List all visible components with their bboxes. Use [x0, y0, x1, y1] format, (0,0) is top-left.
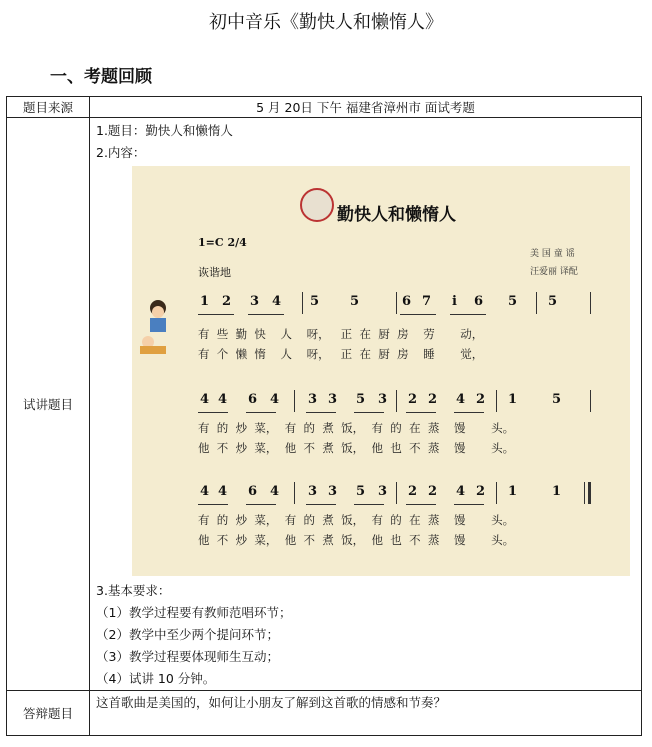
note: 3: [250, 294, 260, 309]
key-signature: 1=C 2/4: [198, 236, 247, 249]
bar-line: [590, 292, 591, 314]
note: 6: [248, 484, 258, 499]
beam: [406, 504, 436, 505]
bar-line: [396, 482, 397, 504]
note: 5: [552, 392, 562, 407]
note: 1: [508, 484, 518, 499]
drum-illustration: [300, 188, 334, 222]
bar-line: [294, 482, 295, 504]
beam: [406, 412, 436, 413]
lyrics-row3-verse1: 有 的 炒 菜， 有 的 煮 饭， 有 的 在 蒸 馒 头。: [198, 513, 515, 527]
note: 3: [328, 392, 338, 407]
beam: [246, 504, 276, 505]
note: 6: [402, 294, 412, 309]
note: 5: [508, 294, 518, 309]
lecture-label: 试讲题目: [7, 118, 90, 691]
bar-line: [396, 390, 397, 412]
note: 1: [552, 484, 562, 499]
note: 6: [474, 294, 484, 309]
lyrics-row2-verse2: 他 不 炒 菜， 他 不 煮 饭， 他 也 不 蒸 馒 头。: [198, 441, 515, 455]
reply-question: 这首歌曲是美国的，如何让小朋友了解到这首歌的情感和节奏？: [90, 691, 642, 736]
beam: [248, 314, 284, 315]
beam: [306, 504, 336, 505]
note: 3: [308, 484, 318, 499]
requirement-item: （4）试讲 10 分钟。: [96, 671, 216, 686]
note: 3: [378, 392, 388, 407]
note: 3: [308, 392, 318, 407]
bar-line: [396, 292, 397, 314]
beam: [198, 412, 228, 413]
content-line: 2.内容：: [96, 145, 146, 160]
requirement-item: （1）教学过程要有教师范唱环节；: [96, 605, 292, 620]
note: 5: [356, 392, 366, 407]
note: 4: [270, 392, 280, 407]
note: 4: [270, 484, 280, 499]
note: 4: [456, 392, 466, 407]
notation-row-3: [196, 484, 626, 506]
note: 4: [272, 294, 282, 309]
note: 5: [548, 294, 558, 309]
requirements-heading: 3.基本要求：: [96, 583, 171, 598]
sheet-music-image: [132, 166, 630, 576]
note: 1: [508, 392, 518, 407]
beam: [306, 412, 336, 413]
tempo-marking: 诙谐地: [198, 266, 231, 279]
note: 6: [248, 392, 258, 407]
note: 5: [350, 294, 360, 309]
beam: [454, 504, 484, 505]
children-illustration: [136, 296, 176, 356]
beam: [354, 504, 384, 505]
lecture-row: [7, 118, 642, 691]
note: 3: [378, 484, 388, 499]
note: 2: [222, 294, 232, 309]
bar-line: [294, 390, 295, 412]
final-bar-line-thick: [588, 482, 591, 504]
note: 5: [310, 294, 320, 309]
note: 2: [408, 484, 418, 499]
note: 2: [476, 484, 486, 499]
note: 2: [428, 392, 438, 407]
lyrics-row1-verse2: 有 个 懒 惰 人 呀， 正 在 厨 房 睡 觉，: [198, 347, 484, 361]
note: 2: [476, 392, 486, 407]
lecture-content: [90, 118, 642, 691]
requirement-item: （3）教学过程要体现师生互动；: [96, 649, 279, 664]
note: 4: [200, 484, 210, 499]
lyrics-row1-verse1: 有 些 勤 快 人 呀， 正 在 厨 房 劳 动，: [198, 327, 484, 341]
bar-line: [496, 482, 497, 504]
beam: [454, 412, 484, 413]
beam: [198, 314, 234, 315]
song-title: 勤快人和懒惰人: [337, 205, 456, 225]
note: 3: [328, 484, 338, 499]
table-header-row: [7, 97, 642, 118]
notation-row-2: [196, 392, 626, 414]
song-translator: 汪爱丽 译配: [530, 267, 578, 277]
bar-line: [302, 292, 303, 314]
note: 2: [428, 484, 438, 499]
source-value: 5 月 20日 下午 福建省漳州市 面试考题: [90, 97, 642, 118]
note: 2: [408, 392, 418, 407]
final-bar-line: [584, 482, 585, 504]
lyrics-row2-verse1: 有 的 炒 菜， 有 的 煮 饭， 有 的 在 蒸 馒 头。: [198, 421, 515, 435]
note: 5: [356, 484, 366, 499]
song-origin: 美 国 童 谣: [530, 249, 575, 259]
note: 4: [218, 392, 228, 407]
bar-line: [590, 390, 591, 412]
reply-label: 答辩题目: [7, 691, 90, 736]
note: 4: [218, 484, 228, 499]
source-label: 题目来源: [7, 97, 90, 118]
bar-line: [496, 390, 497, 412]
bar-line: [536, 292, 537, 314]
beam: [198, 504, 228, 505]
notation-row-1: [196, 294, 626, 316]
note: 4: [200, 392, 210, 407]
beam: [400, 314, 436, 315]
beam: [450, 314, 486, 315]
beam: [354, 412, 384, 413]
lyrics-row3-verse2: 他 不 炒 菜， 他 不 煮 饭， 他 也 不 蒸 馒 头。: [198, 533, 515, 547]
requirement-item: （2）教学中至少两个提问环节；: [96, 627, 279, 642]
note: 4: [456, 484, 466, 499]
note: 1: [200, 294, 210, 309]
beam: [246, 412, 276, 413]
note: 7: [422, 294, 432, 309]
exam-table: [6, 96, 642, 736]
section-heading: 一、考题回顾: [50, 67, 152, 87]
topic-line: 1.题目：勤快人和懒惰人: [96, 123, 233, 138]
reply-row: [7, 691, 642, 736]
document-title: 初中音乐《勤快人和懒惰人》: [209, 12, 443, 33]
note: i: [452, 294, 457, 309]
